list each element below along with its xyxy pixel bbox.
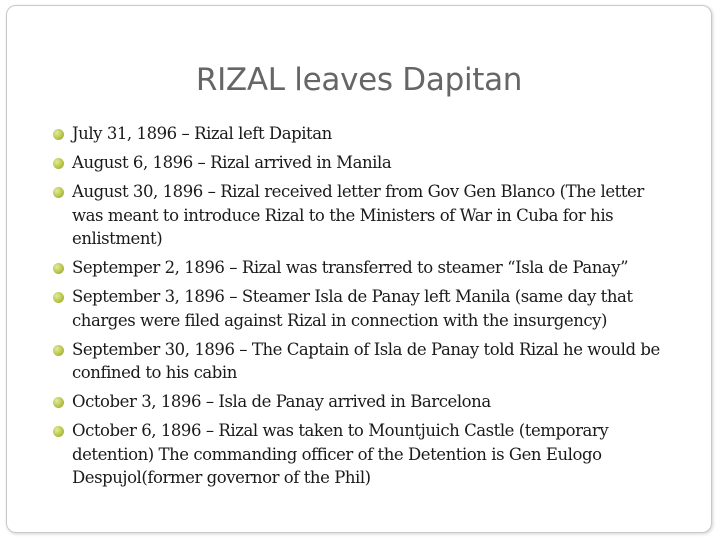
round-bullet-icon xyxy=(53,345,64,356)
bullet-item xyxy=(51,256,661,280)
bullet-item xyxy=(51,151,661,175)
bullet-text: August 30, 1896 – Rizal received letter from Gov Gen Blanco (The letter was meant to introduce Rizal to the Ministers of War in Cuba for his enlistment) xyxy=(72,182,644,248)
bullet-list xyxy=(51,122,661,495)
slide xyxy=(6,5,712,533)
round-bullet-icon xyxy=(53,263,64,274)
slide-title: RIZAL leaves Dapitan xyxy=(195,62,523,98)
bullet-text: July 31, 1896 – Rizal left Dapitan xyxy=(72,124,332,143)
bullet-item xyxy=(51,338,661,385)
bullet-text: September 3, 1896 – Steamer Isla de Panay left Manila (same day that charges were filed against Rizal in connection with the insurgency) xyxy=(72,287,633,330)
bullet-text: October 3, 1896 – Isla de Panay arrived in Barcelona xyxy=(72,392,491,411)
bullet-item xyxy=(51,419,661,490)
round-bullet-icon xyxy=(53,187,64,198)
bullet-text: August 6, 1896 – Rizal arrived in Manila xyxy=(72,153,392,172)
bullet-item xyxy=(51,122,661,146)
bullet-text: October 6, 1896 – Rizal was taken to Mountjuich Castle (temporary detention) The commanding officer of the Detention is Gen Eulogo Despujol(former governor of the Phil) xyxy=(72,421,609,487)
round-bullet-icon xyxy=(53,426,64,437)
bullet-item xyxy=(51,180,661,251)
bullet-text: September 30, 1896 – The Captain of Isla de Panay told Rizal he would be confined to his cabin xyxy=(72,339,660,382)
round-bullet-icon xyxy=(53,129,64,140)
bullet-text: Septemper 2, 1896 – Rizal was transferred to steamer “Isla de Panay” xyxy=(72,258,629,277)
bullet-item xyxy=(51,390,661,414)
round-bullet-icon xyxy=(53,397,64,408)
bullet-item xyxy=(51,285,661,332)
round-bullet-icon xyxy=(53,292,64,303)
round-bullet-icon xyxy=(53,158,64,169)
